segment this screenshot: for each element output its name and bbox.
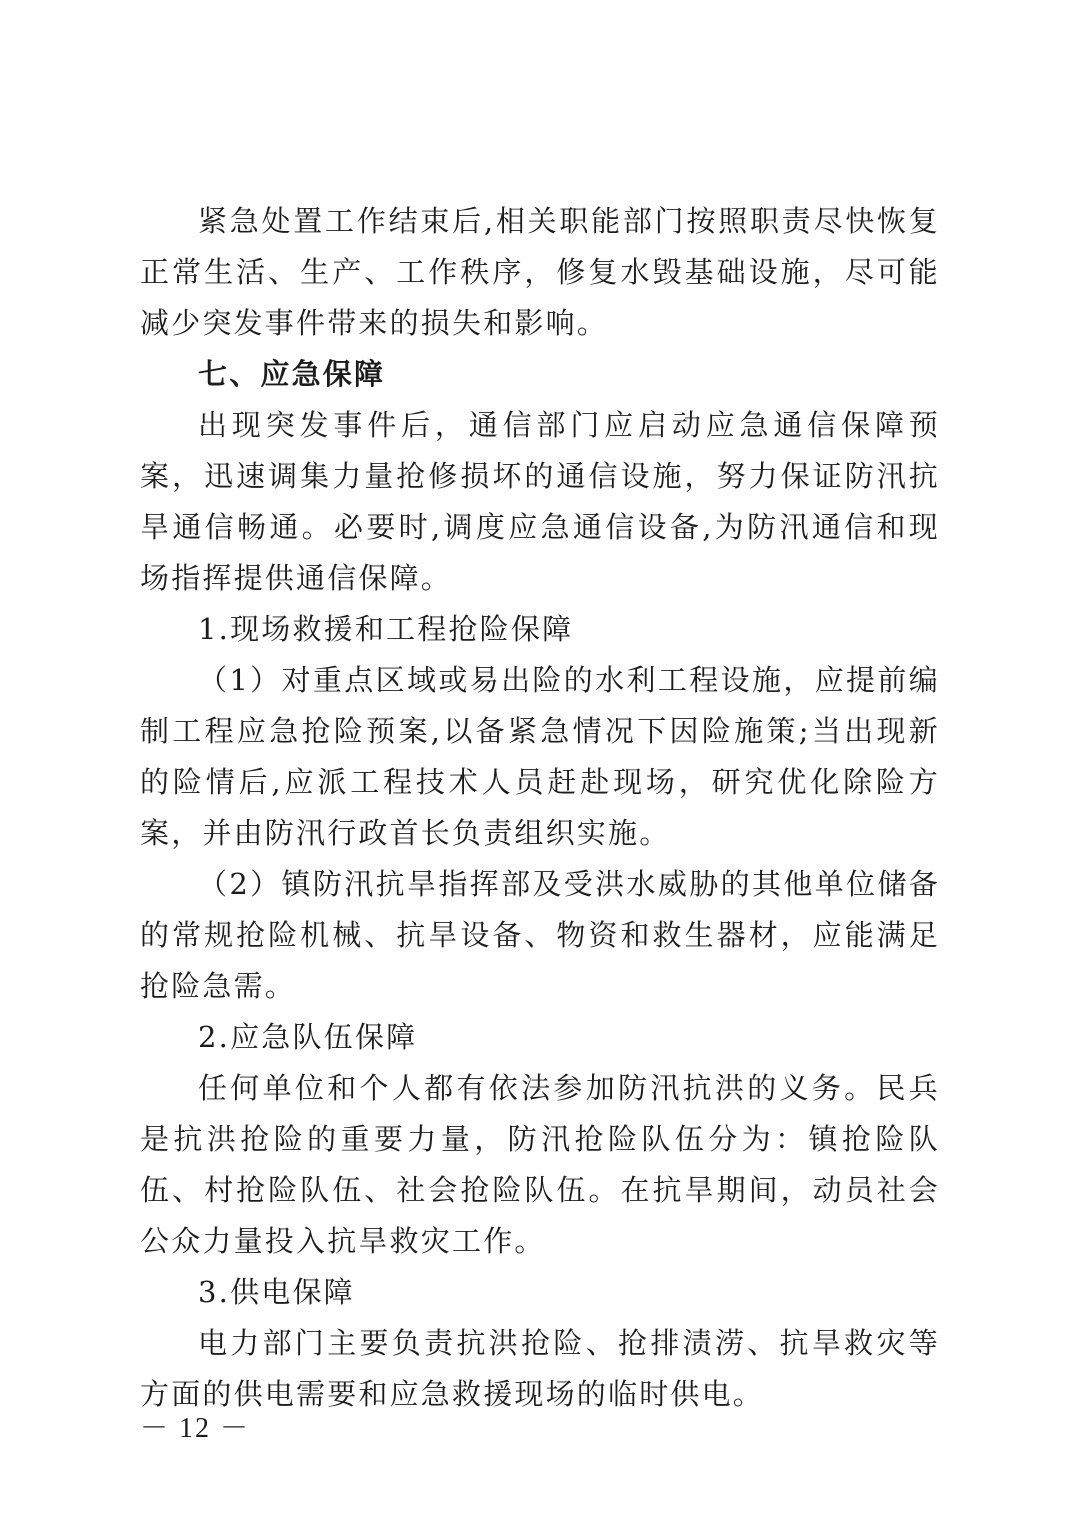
page-number: － 12 － — [140, 1413, 251, 1444]
subheading-team-guarantee: 2.应急队伍保障 — [198, 1020, 418, 1054]
paragraph-power: 电力部门主要负责抗洪抢险、抢排渍涝、抗旱救灾等方面的供电需要和应急救援现场的临时供电。 — [140, 1326, 940, 1411]
section-heading-emergency-guarantee: 七、应急保障 — [198, 357, 386, 391]
paragraph-communication: 出现突发事件后，通信部门应启动应急通信保障预案，迅速调集力量抢修损坏的通信设施，努力保证防汛抗旱通信畅通。必要时,调度应急通信设备,为防汛通信和现场指挥提供通信保障。 — [140, 408, 940, 595]
paragraph-recovery: 紧急处置工作结束后,相关职能部门按照职责尽快恢复正常生活、生产、工作秩序，修复水毁基础设施，尽可能减少突发事件带来的损失和影响。 — [140, 204, 940, 340]
paragraph-rescue-item-1: （1）对重点区域或易出险的水利工程设施，应提前编制工程应急抢险预案,以备紧急情况下因险施策;当出现新的险情后,应派工程技术人员赶赴现场，研究优化除险方案，并由防汛行政首长负责组织实施。 — [140, 663, 940, 850]
paragraph-rescue-item-2: （2）镇防汛抗旱指挥部及受洪水威胁的其他单位储备的常规抢险机械、抗旱设备、物资和救生器材，应能满足抢险急需。 — [140, 867, 940, 1003]
document-body — [140, 196, 940, 1420]
subheading-power-guarantee: 3.供电保障 — [198, 1275, 355, 1309]
subheading-rescue-engineering: 1.现场救援和工程抢险保障 — [198, 612, 574, 646]
paragraph-team: 任何单位和个人都有依法参加防汛抗洪的义务。民兵是抗洪抢险的重要力量，防汛抢险队伍分为：镇抢险队伍、村抢险队伍、社会抢险队伍。在抗旱期间，动员社会公众力量投入抗旱救灾工作。 — [140, 1071, 940, 1258]
